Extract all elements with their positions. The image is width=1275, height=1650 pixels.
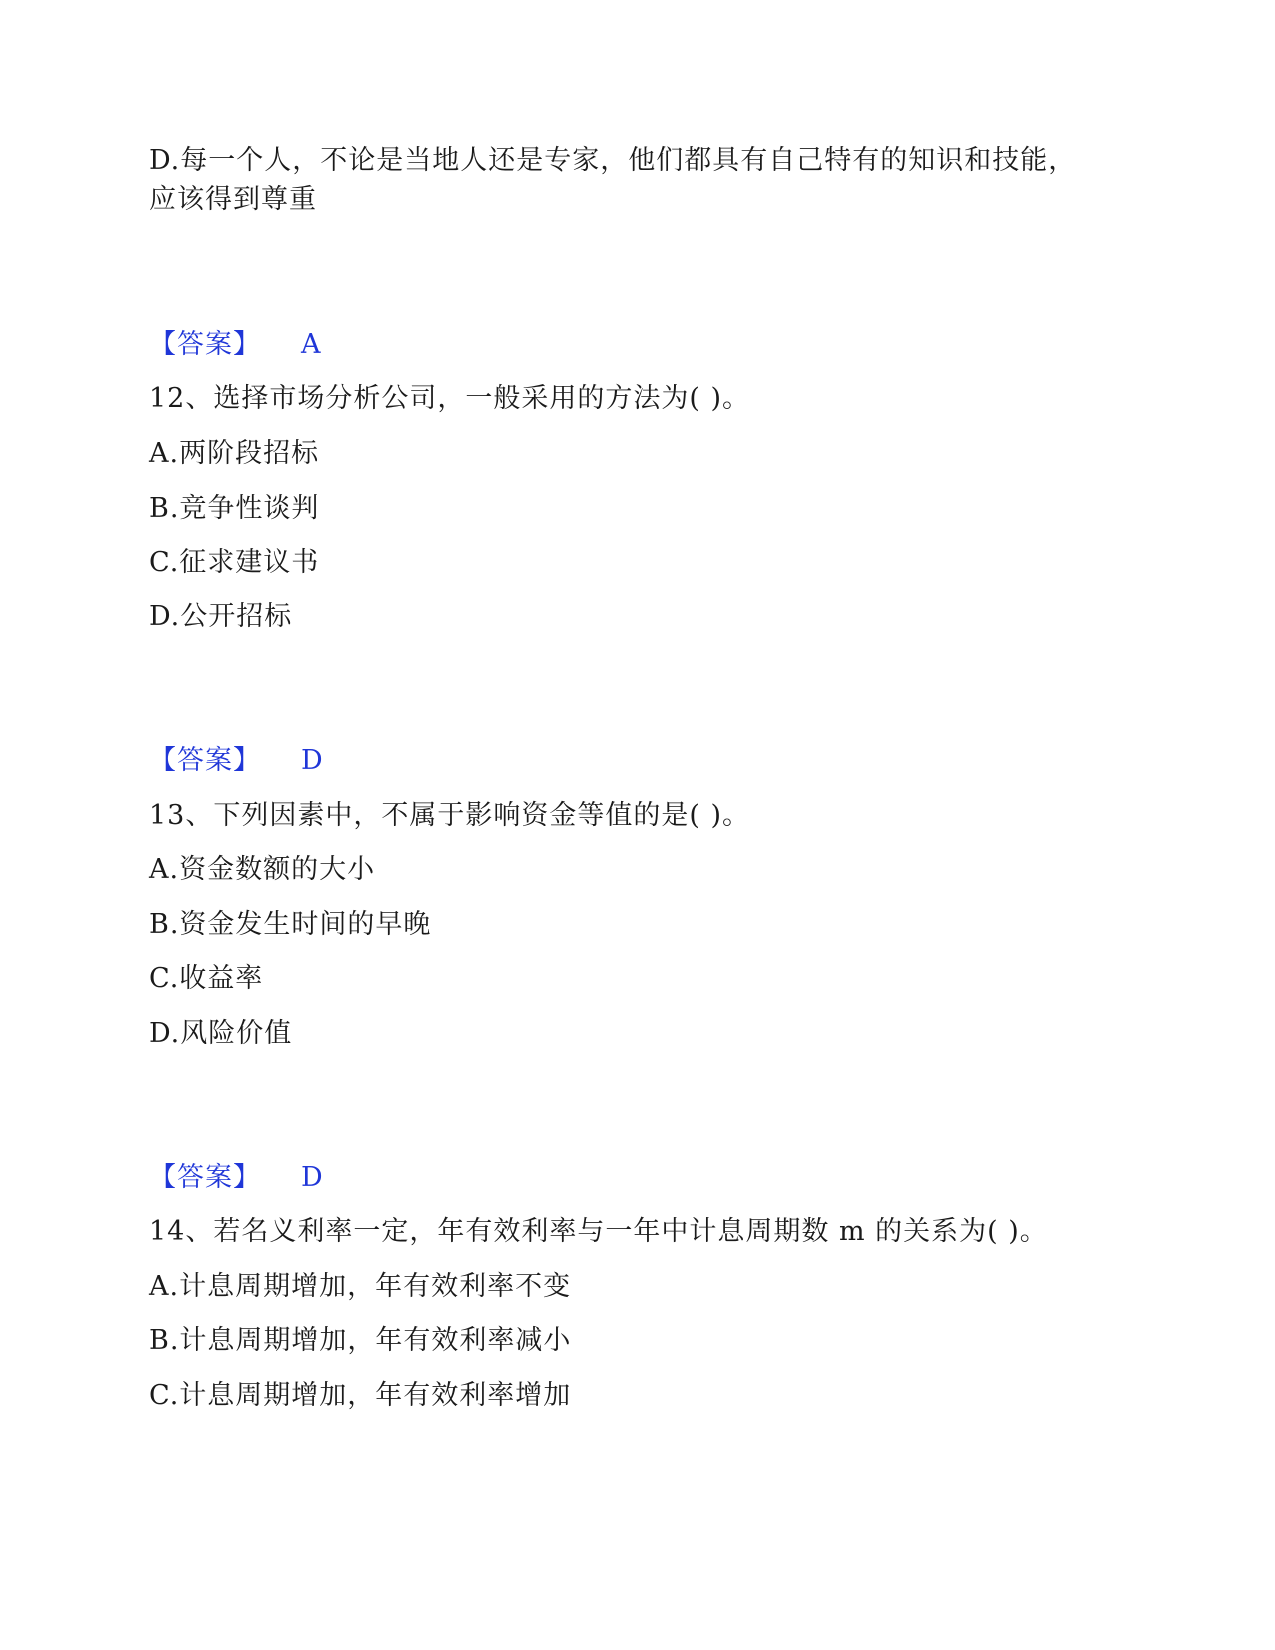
answer-value: A xyxy=(301,329,322,360)
q14-option-c: C.计息周期增加，年有效利率增加 xyxy=(149,1380,572,1411)
q13-option-d: D.风险价值 xyxy=(149,1018,293,1049)
answer-value: D xyxy=(301,745,324,776)
answer-label: 【答案】 xyxy=(149,745,261,776)
q12-option-b: B.竞争性谈判 xyxy=(149,493,320,524)
q11-option-d-line2: 应该得到尊重 xyxy=(149,184,317,215)
q12-option-d: D.公开招标 xyxy=(149,601,293,632)
q12-answer xyxy=(149,743,324,779)
q14-option-a: A.计息周期增加，年有效利率不变 xyxy=(149,1271,572,1302)
q13-answer xyxy=(149,1160,324,1196)
q14-stem: 14、若名义利率一定，年有效利率与一年中计息周期数 m 的关系为( )。 xyxy=(149,1216,1048,1247)
answer-value: D xyxy=(301,1162,324,1193)
q11-answer xyxy=(149,327,322,363)
answer-label: 【答案】 xyxy=(149,1162,261,1193)
q12-option-c: C.征求建议书 xyxy=(149,547,320,578)
q13-option-b: B.资金发生时间的早晚 xyxy=(149,909,432,940)
q14-option-b: B.计息周期增加，年有效利率减小 xyxy=(149,1325,572,1356)
answer-label: 【答案】 xyxy=(149,329,261,360)
q11-option-d-line1: D.每一个人，不论是当地人还是专家，他们都具有自己特有的知识和技能， xyxy=(149,145,1077,176)
q12-stem: 12、选择市场分析公司，一般采用的方法为( )。 xyxy=(149,383,751,414)
q13-option-a: A.资金数额的大小 xyxy=(149,854,376,885)
q13-option-c: C.收益率 xyxy=(149,963,264,994)
q12-option-a: A.两阶段招标 xyxy=(149,438,320,469)
q13-stem: 13、下列因素中，不属于影响资金等值的是( )。 xyxy=(149,800,751,831)
